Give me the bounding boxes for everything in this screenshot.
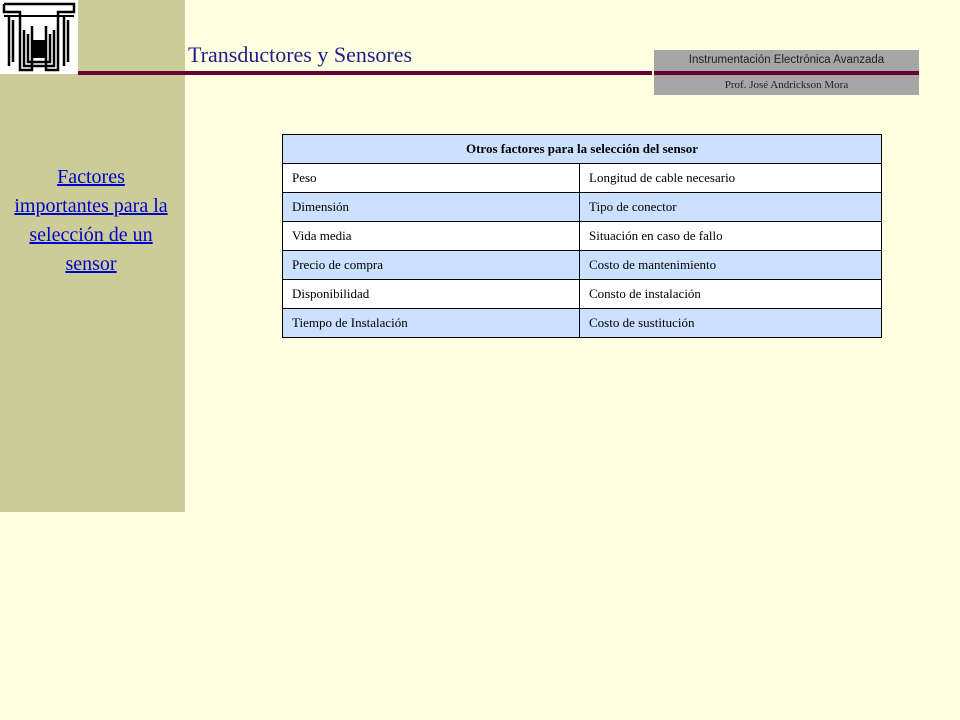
- table-cell: Dimensión: [283, 193, 580, 222]
- course-label: Instrumentación Electrónica Avanzada: [654, 50, 919, 71]
- table-row: [283, 251, 882, 280]
- table-cell: Situación en caso de fallo: [580, 222, 882, 251]
- sidebar: [0, 0, 185, 512]
- table-heading: Otros factores para la selección del sensor: [283, 135, 882, 164]
- table-cell: Costo de mantenimiento: [580, 251, 882, 280]
- table-cell: Disponibilidad: [283, 280, 580, 309]
- table-cell: Consto de instalación: [580, 280, 882, 309]
- table-row: [283, 193, 882, 222]
- table-cell: Precio de compra: [283, 251, 580, 280]
- table-row: [283, 280, 882, 309]
- table-row: [283, 222, 882, 251]
- professor-label: Prof. José Andrickson Mora: [654, 75, 919, 95]
- table-cell: Tiempo de Instalación: [283, 309, 580, 338]
- table-cell: Longitud de cable necesario: [580, 164, 882, 193]
- table-cell: Peso: [283, 164, 580, 193]
- table-cell: Vida media: [283, 222, 580, 251]
- table-row: [283, 164, 882, 193]
- table-cell: Costo de sustitución: [580, 309, 882, 338]
- table-row: [283, 309, 882, 338]
- table-cell: Tipo de conector: [580, 193, 882, 222]
- title-divider: [78, 71, 652, 75]
- institution-logo: [0, 0, 78, 74]
- topic-link-factores[interactable]: Factores importantes para la selección de un sensor: [14, 166, 168, 275]
- factors-table: [282, 134, 882, 338]
- table-header-row: [283, 135, 882, 164]
- page-title: Transductores y Sensores: [188, 42, 413, 67]
- logo-icon: [0, 0, 78, 74]
